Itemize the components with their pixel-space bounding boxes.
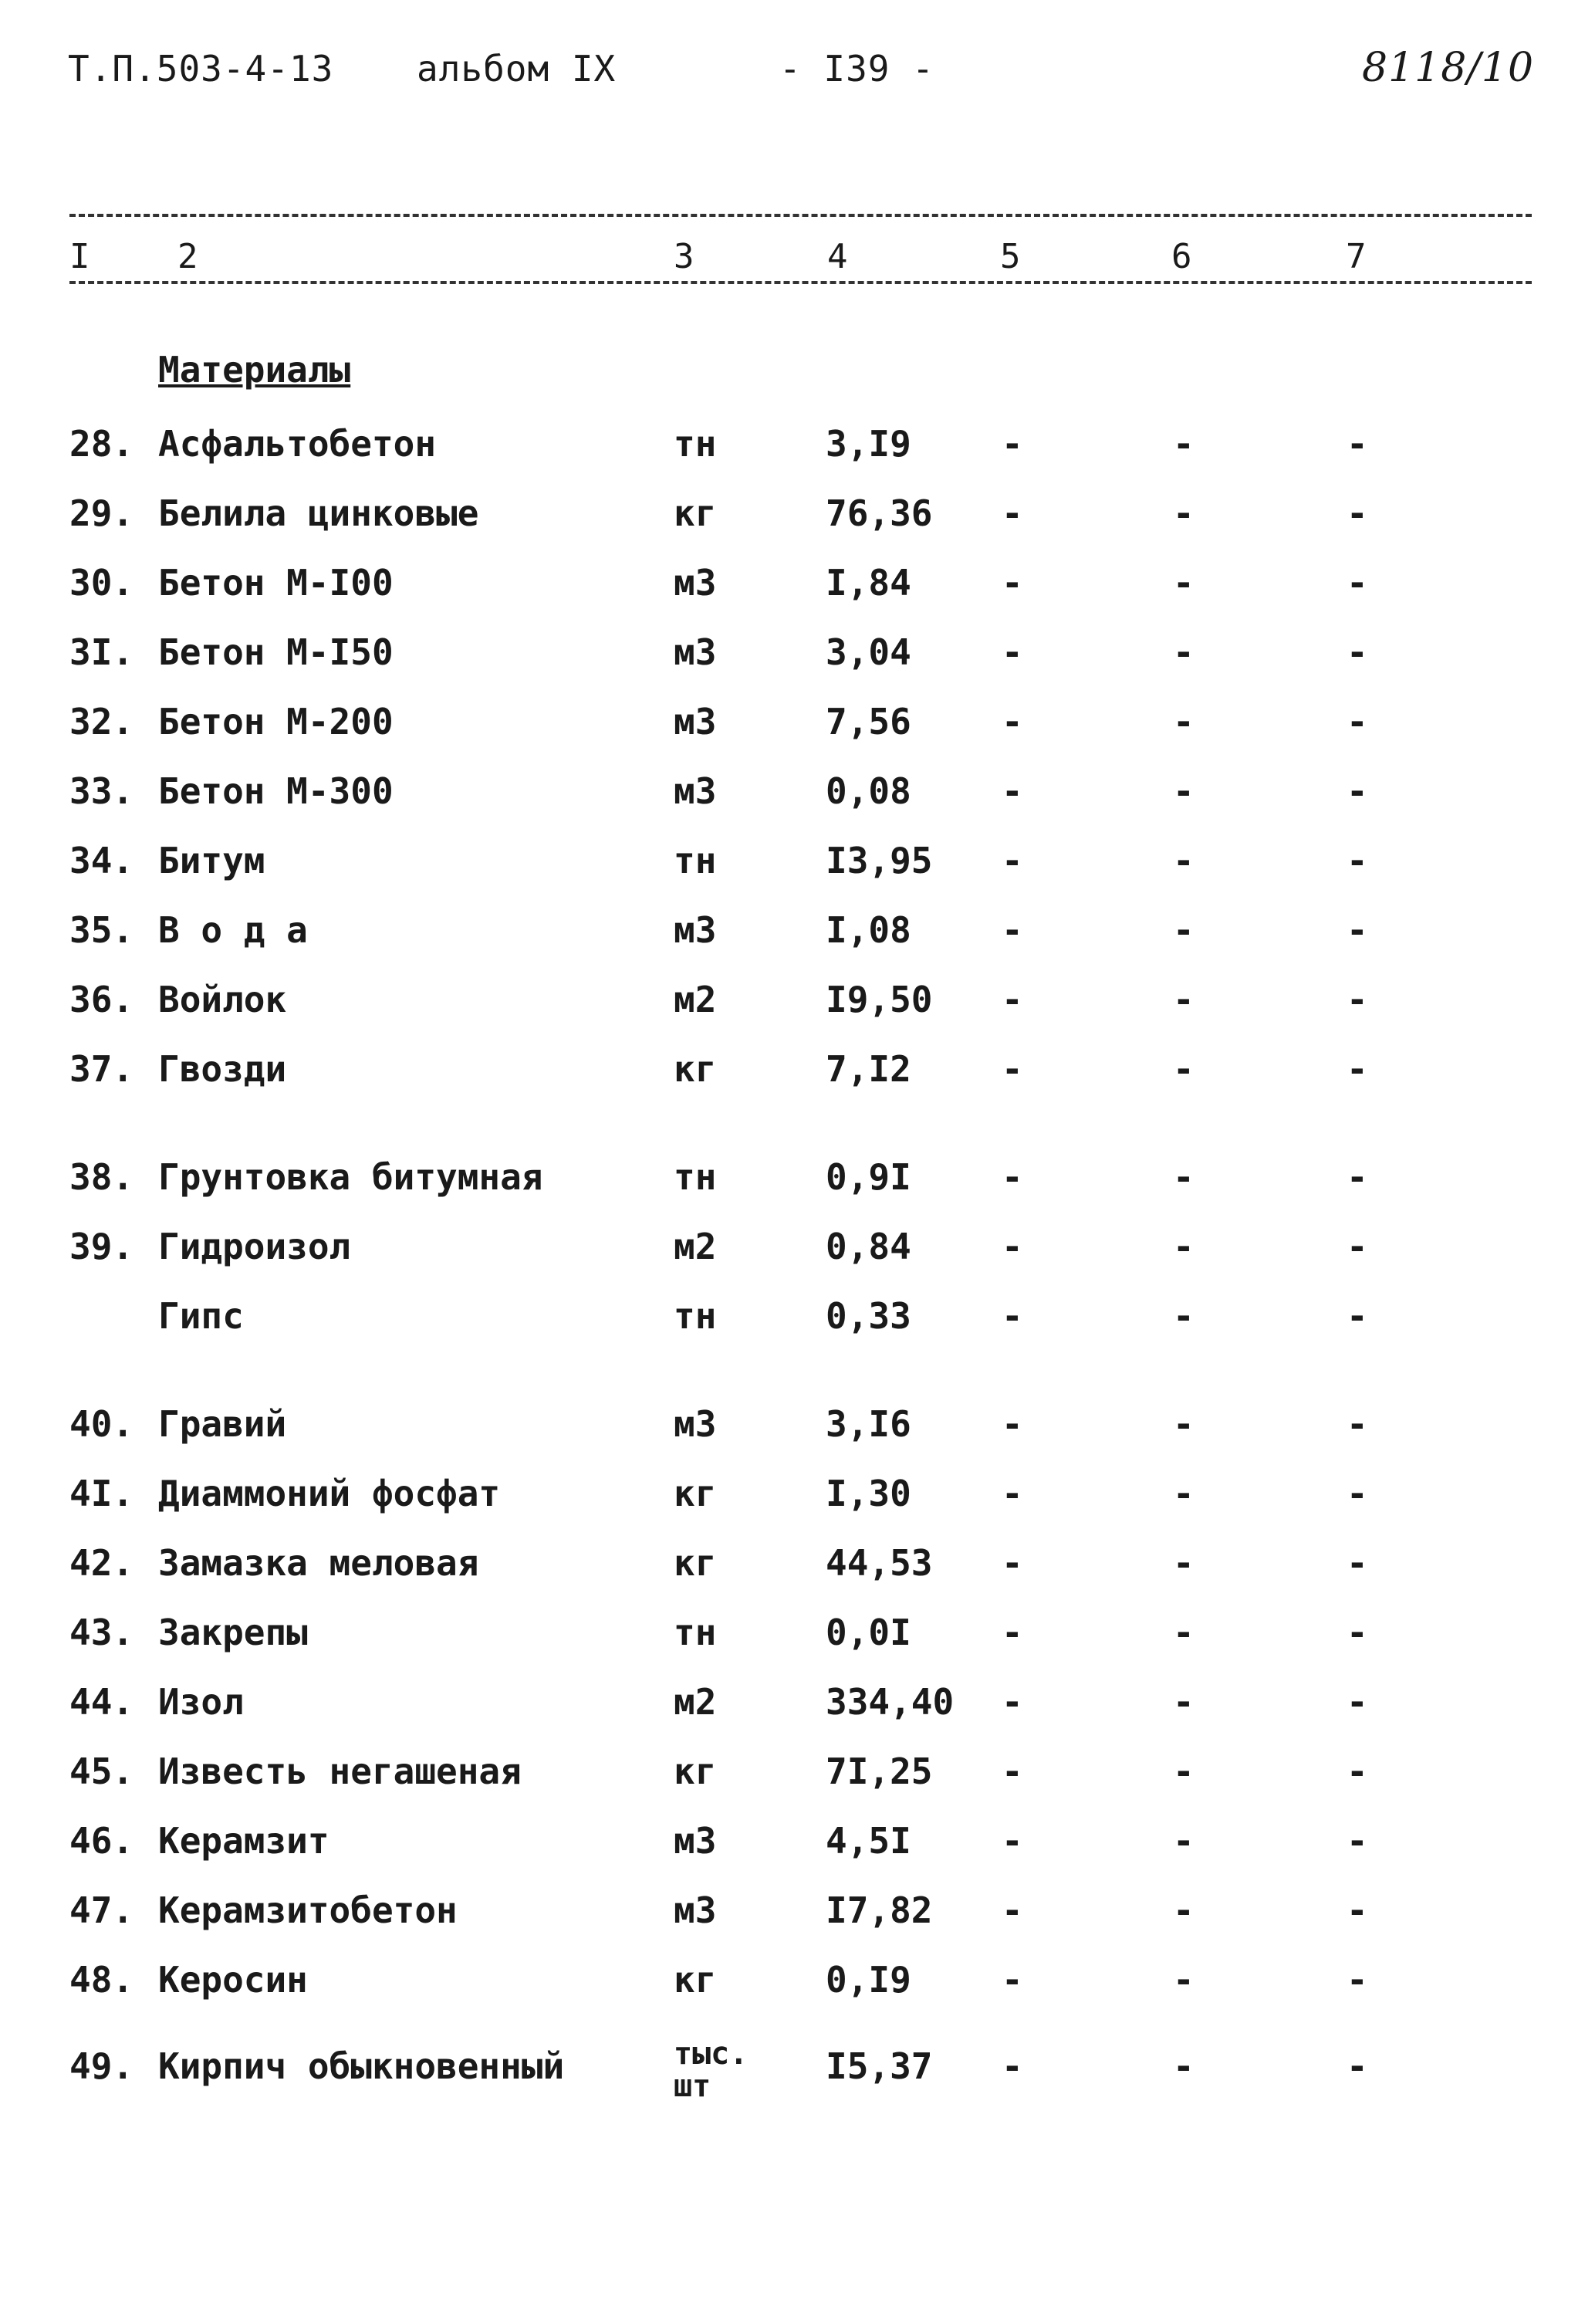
- column-5-value: -: [1002, 631, 1023, 673]
- row-number: 43.: [69, 1612, 134, 1653]
- material-name: Известь негашеная: [158, 1751, 522, 1792]
- column-6-value: -: [1173, 1889, 1195, 1931]
- column-6-value: -: [1173, 840, 1195, 881]
- column-header-5: 5: [995, 237, 1026, 276]
- album-label: альбом IX: [417, 48, 617, 90]
- column-6-value: -: [1173, 1156, 1195, 1198]
- column-7-value: -: [1347, 1681, 1368, 1723]
- unit: м3: [674, 909, 717, 951]
- quantity: I,30: [826, 1473, 911, 1514]
- table-row: [0, 1403, 1595, 1465]
- unit: тыс. шт: [674, 2036, 749, 2104]
- row-number: 3I.: [69, 631, 134, 673]
- row-number: 44.: [69, 1681, 134, 1723]
- row-number: 48.: [69, 1959, 134, 2001]
- column-header-6: 6: [1167, 237, 1197, 276]
- material-name: Грунтовка битумная: [158, 1156, 543, 1198]
- unit: кг: [674, 1959, 717, 2001]
- row-number: 40.: [69, 1403, 134, 1445]
- dashed-rule-bottom: [69, 281, 1532, 284]
- material-name: Керамзит: [158, 1820, 329, 1862]
- unit: м3: [674, 631, 717, 673]
- quantity: 0,08: [826, 770, 911, 812]
- column-7-value: -: [1347, 979, 1368, 1020]
- material-name: Гипс: [158, 1295, 244, 1337]
- table-row: [0, 1156, 1595, 1218]
- column-7-value: -: [1347, 1156, 1368, 1198]
- row-number: 29.: [69, 492, 134, 534]
- table-row: [0, 701, 1595, 763]
- column-6-value: -: [1173, 979, 1195, 1020]
- column-7-value: -: [1347, 1403, 1368, 1445]
- material-name: Бетон М-300: [158, 770, 394, 812]
- column-7-value: -: [1347, 562, 1368, 604]
- column-6-value: -: [1173, 1612, 1195, 1653]
- unit: тн: [674, 840, 717, 881]
- column-7-value: -: [1347, 631, 1368, 673]
- column-6-value: -: [1173, 1226, 1195, 1267]
- column-5-value: -: [1002, 909, 1023, 951]
- column-5-value: -: [1002, 1612, 1023, 1653]
- row-number: 45.: [69, 1751, 134, 1792]
- column-6-value: -: [1173, 492, 1195, 534]
- row-number: 4I.: [69, 1473, 134, 1514]
- quantity: 3,I6: [826, 1403, 911, 1445]
- column-6-value: -: [1173, 1681, 1195, 1723]
- dashed-rule-top: [69, 214, 1532, 217]
- quantity: 7,I2: [826, 1048, 911, 1090]
- row-number: 28.: [69, 423, 134, 465]
- table-row: [0, 1048, 1595, 1110]
- material-name: Закрепы: [158, 1612, 308, 1653]
- column-6-value: -: [1173, 631, 1195, 673]
- table-row: [0, 1889, 1595, 1951]
- column-7-value: -: [1347, 1889, 1368, 1931]
- column-7-value: -: [1347, 701, 1368, 743]
- table-row: [0, 1226, 1595, 1287]
- column-7-value: -: [1347, 1226, 1368, 1267]
- unit: кг: [674, 1473, 717, 1514]
- quantity: 3,I9: [826, 423, 911, 465]
- row-number: 46.: [69, 1820, 134, 1862]
- unit: тн: [674, 1156, 717, 1198]
- quantity: I,84: [826, 562, 911, 604]
- table-row: [0, 1820, 1595, 1882]
- table-row: [0, 979, 1595, 1040]
- quantity: 0,I9: [826, 1959, 911, 2001]
- row-number: 42.: [69, 1542, 134, 1584]
- material-name: Замазка меловая: [158, 1542, 479, 1584]
- column-6-value: -: [1173, 909, 1195, 951]
- column-5-value: -: [1002, 2045, 1023, 2087]
- quantity: I9,50: [826, 979, 933, 1020]
- quantity: I7,82: [826, 1889, 933, 1931]
- unit: кг: [674, 1751, 717, 1792]
- column-5-value: -: [1002, 770, 1023, 812]
- table-row: [0, 770, 1595, 832]
- quantity: 0,84: [826, 1226, 911, 1267]
- quantity: 0,0I: [826, 1612, 911, 1653]
- material-name: Асфальтобетон: [158, 423, 437, 465]
- column-7-value: -: [1347, 1751, 1368, 1792]
- material-name: Бетон М-I00: [158, 562, 394, 604]
- material-name: Белила цинковые: [158, 492, 479, 534]
- quantity: 44,53: [826, 1542, 933, 1584]
- table-row: [0, 1295, 1595, 1357]
- row-number: 33.: [69, 770, 134, 812]
- row-number: 36.: [69, 979, 134, 1020]
- unit: кг: [674, 1048, 717, 1090]
- unit: кг: [674, 1542, 717, 1584]
- column-6-value: -: [1173, 1542, 1195, 1584]
- material-name: Керамзитобетон: [158, 1889, 458, 1931]
- unit: тн: [674, 1612, 717, 1653]
- row-number: 49.: [69, 2045, 134, 2087]
- unit: тн: [674, 1295, 717, 1337]
- unit: м3: [674, 770, 717, 812]
- column-5-value: -: [1002, 1820, 1023, 1862]
- quantity: 334,40: [826, 1681, 955, 1723]
- unit: м3: [674, 1403, 717, 1445]
- row-number: 38.: [69, 1156, 134, 1198]
- unit: м2: [674, 1681, 717, 1723]
- column-6-value: -: [1173, 1403, 1195, 1445]
- column-6-value: -: [1173, 1048, 1195, 1090]
- column-7-value: -: [1347, 423, 1368, 465]
- column-header-7: 7: [1341, 237, 1371, 276]
- section-title: Материалы: [158, 349, 351, 391]
- material-name: Гидроизол: [158, 1226, 351, 1267]
- table-row: [0, 1542, 1595, 1604]
- handwritten-number: 8118/10: [1362, 45, 1535, 91]
- column-6-value: -: [1173, 562, 1195, 604]
- unit: тн: [674, 423, 717, 465]
- material-name: В о д а: [158, 909, 308, 951]
- table-row: [0, 492, 1595, 554]
- column-6-value: -: [1173, 423, 1195, 465]
- document-code: Т.П.503-4-13: [68, 48, 334, 90]
- column-5-value: -: [1002, 1048, 1023, 1090]
- column-5-value: -: [1002, 1295, 1023, 1337]
- unit: м3: [674, 1889, 717, 1931]
- column-7-value: -: [1347, 1820, 1368, 1862]
- column-header-3: 3: [669, 237, 699, 276]
- material-name: Бетон М-I50: [158, 631, 394, 673]
- column-7-value: -: [1347, 492, 1368, 534]
- column-5-value: -: [1002, 1156, 1023, 1198]
- column-5-value: -: [1002, 701, 1023, 743]
- column-5-value: -: [1002, 492, 1023, 534]
- table-row: [0, 1751, 1595, 1812]
- column-header-1: I: [65, 237, 95, 276]
- quantity: I5,37: [826, 2045, 933, 2087]
- row-number: 37.: [69, 1048, 134, 1090]
- row-number: 47.: [69, 1889, 134, 1931]
- quantity: I,08: [826, 909, 911, 951]
- column-5-value: -: [1002, 1542, 1023, 1584]
- column-7-value: -: [1347, 770, 1368, 812]
- column-5-value: -: [1002, 1403, 1023, 1445]
- column-6-value: -: [1173, 1473, 1195, 1514]
- unit: м3: [674, 701, 717, 743]
- column-6-value: -: [1173, 1295, 1195, 1337]
- table-row: [0, 1681, 1595, 1743]
- row-number: 34.: [69, 840, 134, 881]
- column-7-value: -: [1347, 1048, 1368, 1090]
- table-row: [0, 840, 1595, 902]
- column-7-value: -: [1347, 2045, 1368, 2087]
- table-row: [0, 1612, 1595, 1673]
- table-row: [0, 631, 1595, 693]
- row-number: 30.: [69, 562, 134, 604]
- quantity: I3,95: [826, 840, 933, 881]
- column-5-value: -: [1002, 840, 1023, 881]
- column-6-value: -: [1173, 2045, 1195, 2087]
- column-7-value: -: [1347, 1959, 1368, 2001]
- column-6-value: -: [1173, 701, 1195, 743]
- column-5-value: -: [1002, 562, 1023, 604]
- column-7-value: -: [1347, 840, 1368, 881]
- material-name: Керосин: [158, 1959, 308, 2001]
- column-header-2: 2: [173, 237, 203, 276]
- column-5-value: -: [1002, 423, 1023, 465]
- quantity: 7,56: [826, 701, 911, 743]
- quantity: 7I,25: [826, 1751, 933, 1792]
- quantity: 3,04: [826, 631, 911, 673]
- quantity: 0,9I: [826, 1156, 911, 1198]
- material-name: Гравий: [158, 1403, 287, 1445]
- column-6-value: -: [1173, 1820, 1195, 1862]
- unit: м2: [674, 979, 717, 1020]
- column-5-value: -: [1002, 1751, 1023, 1792]
- column-5-value: -: [1002, 1889, 1023, 1931]
- quantity: 0,33: [826, 1295, 911, 1337]
- column-7-value: -: [1347, 1612, 1368, 1653]
- material-name: Диаммоний фосфат: [158, 1473, 501, 1514]
- quantity: 4,5I: [826, 1820, 911, 1862]
- table-row: [0, 2036, 1595, 2107]
- material-name: Гвозди: [158, 1048, 287, 1090]
- column-5-value: -: [1002, 1226, 1023, 1267]
- column-7-value: -: [1347, 1473, 1368, 1514]
- quantity: 76,36: [826, 492, 933, 534]
- row-number: 35.: [69, 909, 134, 951]
- table-row: [0, 1473, 1595, 1534]
- material-name: Бетон М-200: [158, 701, 394, 743]
- material-name: Битум: [158, 840, 265, 881]
- column-5-value: -: [1002, 1473, 1023, 1514]
- unit: кг: [674, 492, 717, 534]
- row-number: 39.: [69, 1226, 134, 1267]
- column-5-value: -: [1002, 979, 1023, 1020]
- material-name: Кирпич обыкновенный: [158, 2045, 565, 2087]
- unit: м2: [674, 1226, 717, 1267]
- column-7-value: -: [1347, 1542, 1368, 1584]
- material-name: Изол: [158, 1681, 244, 1723]
- table-row: [0, 423, 1595, 485]
- column-7-value: -: [1347, 1295, 1368, 1337]
- column-7-value: -: [1347, 909, 1368, 951]
- column-6-value: -: [1173, 1959, 1195, 2001]
- column-5-value: -: [1002, 1681, 1023, 1723]
- page-number: - I39 -: [779, 48, 934, 90]
- table-row: [0, 909, 1595, 971]
- material-name: Войлок: [158, 979, 287, 1020]
- table-row: [0, 562, 1595, 624]
- unit: м3: [674, 562, 717, 604]
- column-6-value: -: [1173, 770, 1195, 812]
- unit: м3: [674, 1820, 717, 1862]
- row-number: 32.: [69, 701, 134, 743]
- table-row: [0, 1959, 1595, 2021]
- column-header-4: 4: [823, 237, 853, 276]
- column-6-value: -: [1173, 1751, 1195, 1792]
- column-5-value: -: [1002, 1959, 1023, 2001]
